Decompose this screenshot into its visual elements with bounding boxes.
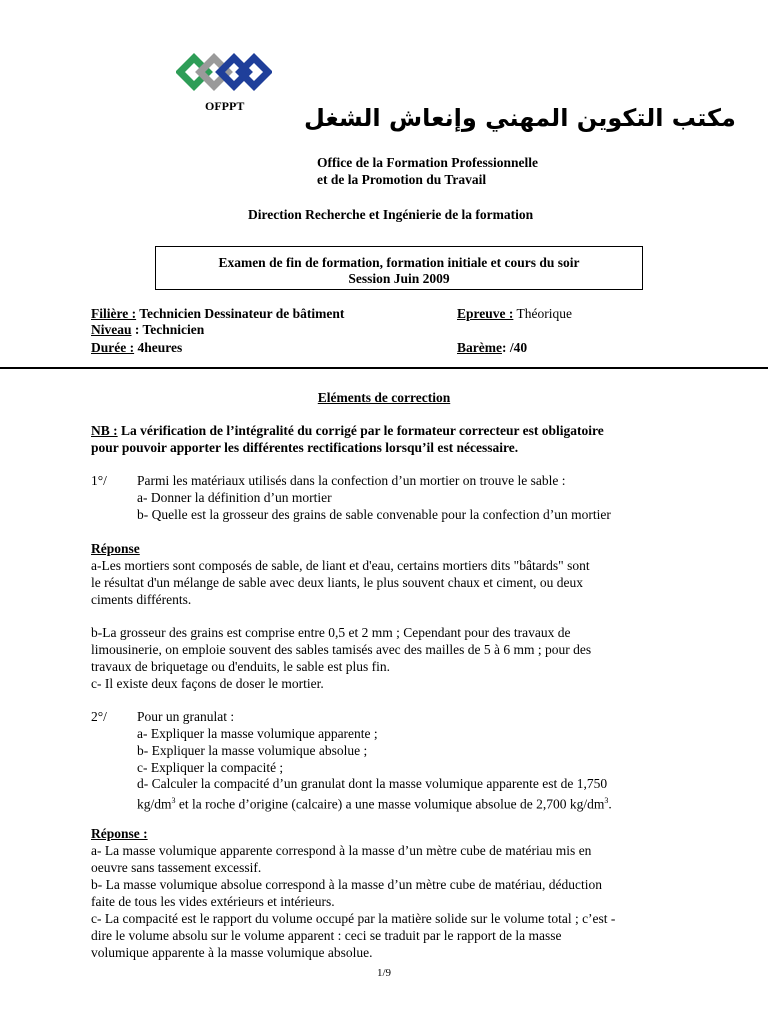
response-1-label: Réponse	[91, 541, 140, 556]
response-line: volumique apparente à la masse volumique absolue.	[91, 945, 373, 960]
direction-title: Direction Recherche et Ingénierie de la formation	[248, 207, 534, 222]
niveau-label: Niveau	[91, 322, 132, 337]
nb-line-1	[91, 422, 604, 439]
q2-line: c- Expliquer la compacité ;	[137, 760, 284, 775]
epreuve-row	[457, 305, 572, 322]
duree-value: 4heures	[134, 340, 183, 355]
q2-text: et la roche d’origine (calcaire) a une masse volumique absolue de 2,700 kg/dm	[175, 796, 605, 812]
exam-title-box	[155, 246, 643, 290]
duree-row	[91, 339, 182, 356]
q2-line-last	[137, 792, 612, 813]
filiere-row	[91, 305, 344, 322]
q2-line: b- Expliquer la masse volumique absolue ;	[137, 743, 368, 758]
exam-line-2: Session Juin 2009	[348, 271, 450, 286]
bareme-row	[457, 339, 527, 356]
bareme-value: : /40	[501, 340, 528, 355]
response-line: dire le volume absolu sur le volume apparent : ceci se traduit par le rapport de la masse	[91, 928, 562, 943]
q1-line: a- Donner la définition d’un mortier	[137, 490, 332, 505]
duree-label: Durée :	[91, 340, 135, 355]
bareme-label: Barème	[457, 340, 502, 355]
response-line: le résultat d'un mélange de sable avec deux liants, le plus souvent chaux et ciment, ou deux	[91, 575, 584, 590]
exam-line-1: Examen de fin de formation, formation initiale et cours du soir	[218, 255, 580, 270]
unit-text: kg/dm	[137, 796, 172, 812]
response-line: c- Il existe deux façons de doser le mortier.	[91, 676, 324, 691]
page-number: 1/9	[376, 967, 392, 979]
nb-label: NB :	[91, 423, 118, 438]
ofppt-logo	[176, 50, 272, 102]
office-line-2: et de la Promotion du Travail	[317, 172, 487, 187]
epreuve-value: Théorique	[513, 306, 572, 321]
superscript: 3	[171, 796, 176, 805]
q2-end: .	[608, 796, 612, 812]
filiere-label: Filière :	[91, 306, 137, 321]
niveau-value: : Technicien	[131, 322, 205, 337]
superscript: 3	[604, 796, 609, 805]
logo-text: OFPPT	[205, 99, 245, 113]
q2-line: Pour un granulat :	[137, 709, 235, 724]
response-line: c- La compacité est le rapport du volume occupé par la matière solide sur le volume total ; c’est -	[91, 911, 616, 926]
q1-line: b- Quelle est la grosseur des grains de sable convenable pour la confection d’un mortier	[137, 507, 611, 522]
office-line-1: Office de la Formation Professionnelle	[317, 155, 538, 170]
q2-number: 2°/	[91, 709, 107, 724]
response-line: b- La masse volumique absolue correspond à la masse d’un mètre cube de matériau, déduction	[91, 877, 602, 892]
response-line: a-Les mortiers sont composés de sable, de liant et d'eau, certains mortiers dits "bâtards" sont	[91, 558, 590, 573]
response-line: travaux de briquetage ou d'enduits, le sable est plus fin.	[91, 659, 390, 674]
response-line: b-La grosseur des grains est comprise entre 0,5 et 2 mm ; Cependant pour des travaux de	[91, 625, 571, 640]
nb-text-1: La vérification de l’intégralité du corrigé par le formateur correcteur est obligatoire	[117, 423, 604, 438]
response-2-label: Réponse :	[91, 826, 148, 841]
section-title: Eléments de correction	[317, 390, 451, 405]
arabic-title: مكتب التكوين المهني وإنعاش الشغل	[304, 104, 736, 132]
q1-number: 1°/	[91, 473, 107, 488]
filiere-value: Technicien Dessinateur de bâtiment	[136, 306, 345, 321]
q1-line: Parmi les matériaux utilisés dans la confection d’un mortier on trouve le sable :	[137, 473, 566, 488]
response-line: a- La masse volumique apparente correspond à la masse d’un mètre cube de matériau mis en	[91, 843, 592, 858]
nb-line-2: pour pouvoir apporter les différentes rectifications lorsqu’il est nécessaire.	[91, 440, 519, 455]
epreuve-label: Epreuve :	[457, 306, 514, 321]
response-line: ciments différents.	[91, 592, 192, 607]
q2-line: d- Calculer la compacité d’un granulat dont la masse volumique apparente est de 1,750	[137, 776, 608, 791]
response-line: faite de tous les vides extérieurs et intérieurs.	[91, 894, 335, 909]
response-line: limousinerie, on emploie souvent des sables tamisés avec des mailles de 5 à 6 mm ; pour des	[91, 642, 592, 657]
niveau-row	[91, 321, 204, 338]
q2-line: a- Expliquer la masse volumique apparente ;	[137, 726, 378, 741]
response-line: oeuvre sans tassement excessif.	[91, 860, 262, 875]
separator-rule	[0, 367, 768, 369]
